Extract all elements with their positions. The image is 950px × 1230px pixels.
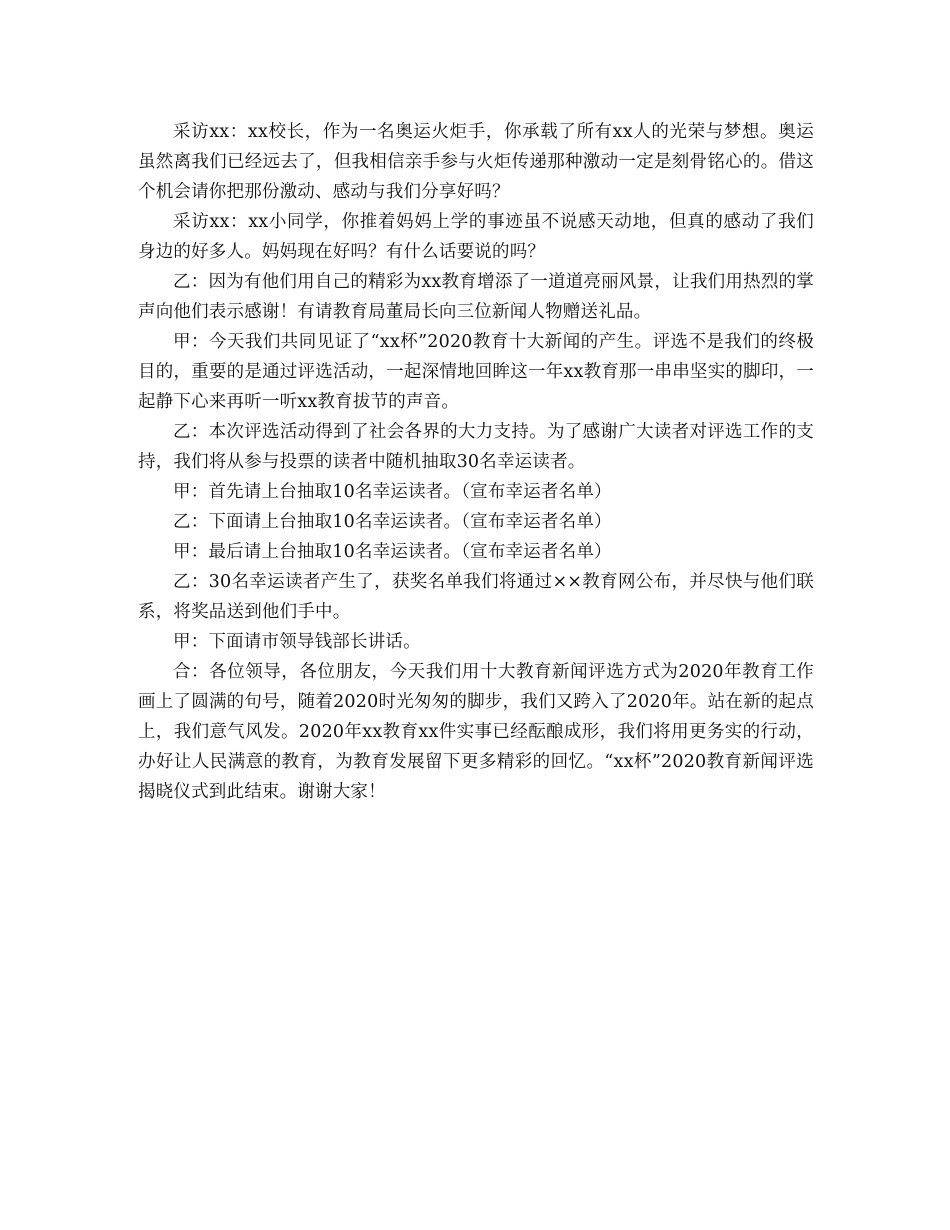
paragraph-jia-speech: 甲：下面请市领导钱部长讲话。 xyxy=(173,632,421,652)
paragraph-jia-witness: 甲：今天我们共同见证了“xx杯”2020教育十大新闻的产生。评选不是我们的终极目的，重要的是通过评选活动，一起深情地回眸这一年xx教育那一串串坚实的脚印，一起静下心来再听一听xx教育拔节的声音。 xyxy=(138,332,814,412)
paragraph-jia-draw-first: 甲：首先请上台抽取10名幸运读者。（宣布幸运者名单） xyxy=(173,482,612,502)
paragraph-interview-student: 采访xx：xx小同学，你推着妈妈上学的事迹虽不说感天动地，但真的感动了我们身边的好多人。妈妈现在好吗？有什么话要说的吗？ xyxy=(138,212,814,262)
paragraph-closing: 合：各位领导，各位朋友，今天我们用十大教育新闻评选方式为2020年教育工作画上了圆满的句号，随着2020时光匆匆的脚步，我们又跨入了2020年。站在新的起点上，我们意气风发。2020年xx教育xx件实事已经酝酿成形，我们将用更务实的行动，办好让人民满意的教育，为教育发展留下更多精彩的回忆。“xx杯”2020教育新闻评选揭晓仪式到此结束。谢谢大家！ xyxy=(138,662,814,802)
paragraph-jia-draw-last: 甲：最后请上台抽取10名幸运读者。（宣布幸运者名单） xyxy=(173,542,612,562)
paragraph-yi-winners: 乙：30名幸运读者产生了，获奖名单我们将通过××教育网公布，并尽快与他们联系，将奖品送到他们手中。 xyxy=(138,572,814,622)
document-body xyxy=(138,117,814,807)
paragraph-yi-draw-second: 乙：下面请上台抽取10名幸运读者。（宣布幸运者名单） xyxy=(173,512,612,532)
paragraph-yi-support: 乙：本次评选活动得到了社会各界的大力支持。为了感谢广大读者对评选工作的支持，我们将从参与投票的读者中随机抽取30名幸运读者。 xyxy=(138,422,814,472)
paragraph-interview-principal: 采访xx：xx校长，作为一名奥运火炬手，你承载了所有xx人的光荣与梦想。奥运虽然离我们已经远去了，但我相信亲手参与火炬传递那种激动一定是刻骨铭心的。借这个机会请你把那份激动、感动与我们分享好吗？ xyxy=(138,122,814,202)
paragraph-yi-thanks: 乙：因为有他们用自己的精彩为xx教育增添了一道道亮丽风景，让我们用热烈的掌声向他们表示感谢！有请教育局董局长向三位新闻人物赠送礼品。 xyxy=(138,272,814,322)
